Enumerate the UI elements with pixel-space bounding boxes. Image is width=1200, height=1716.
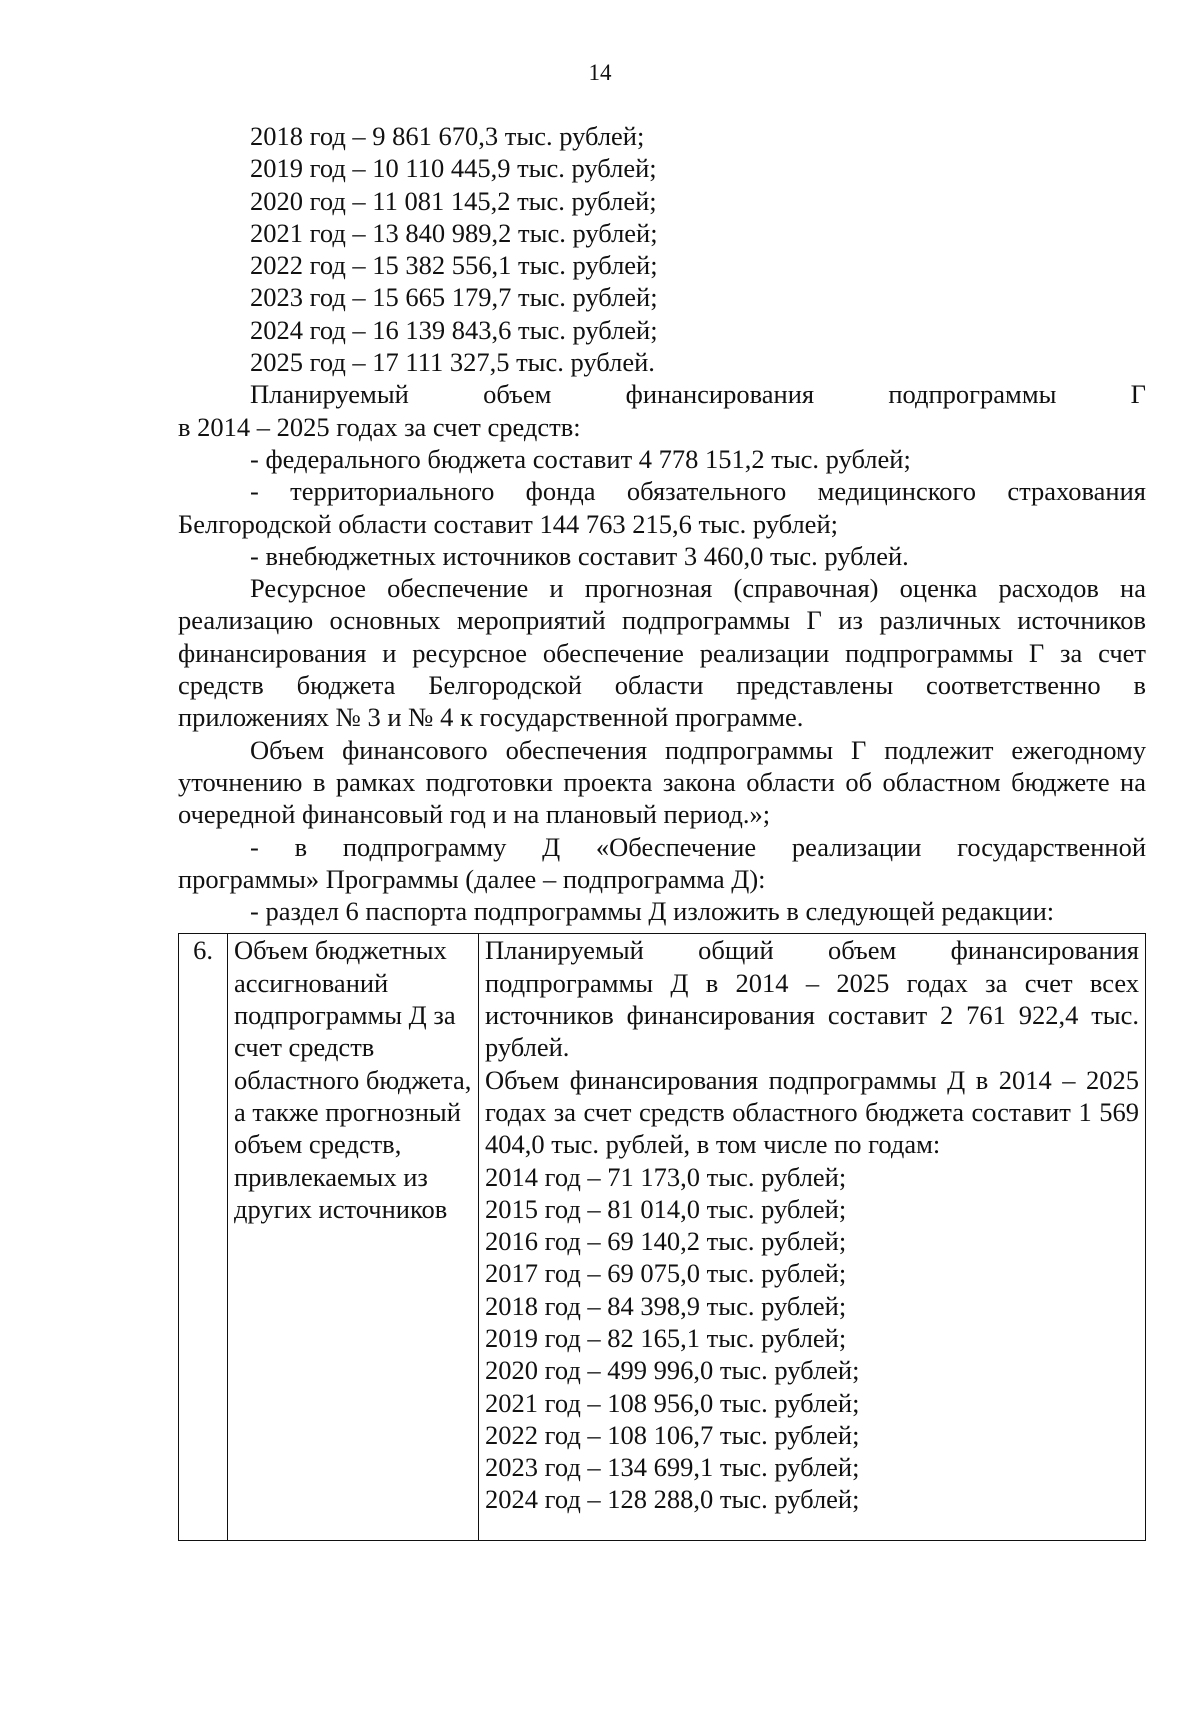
row-number: 6. — [179, 934, 228, 1540]
subprogram-d-line-1: - в подпрограмму Д «Обеспечение реализации государственной — [250, 831, 1146, 862]
year-line: 2021 год – 13 840 989,2 тыс. рублей; — [250, 217, 658, 248]
passport-table — [178, 933, 1146, 1540]
table-year-line: 2015 год – 81 014,0 тыс. рублей; — [485, 1193, 847, 1224]
year-line: 2020 год – 11 081 145,2 тыс. рублей; — [250, 185, 657, 216]
table-year-line: 2014 год – 71 173,0 тыс. рублей; — [485, 1161, 847, 1192]
territorial-fund-line-2: Белгородской области составит 144 763 215,6 тыс. рублей; — [178, 508, 838, 539]
document-body — [178, 120, 1146, 1541]
year-line: 2024 год – 16 139 843,6 тыс. рублей; — [250, 314, 658, 345]
table-year-line: 2016 год – 69 140,2 тыс. рублей; — [485, 1226, 847, 1257]
total-financing-paragraph: Планируемый общий объем финансирования подпрограммы Д в 2014 – 2025 годах за счет всех источников финансирования составит 2 761 922,4 тыс. рублей. — [485, 935, 1139, 1063]
table-year-line: 2017 год – 69 075,0 тыс. рублей; — [485, 1258, 847, 1289]
section-6-line: - раздел 6 паспорта подпрограммы Д изложить в следующей редакции: — [250, 896, 1055, 927]
territorial-fund-line-1: - территориального фонда обязательного медицинского страхования — [250, 476, 1146, 507]
year-line: 2025 год – 17 111 327,5 тыс. рублей. — [250, 347, 655, 378]
table-year-line: 2024 год – 128 288,0 тыс. рублей; — [485, 1484, 860, 1515]
table-year-line: 2021 год – 108 956,0 тыс. рублей; — [485, 1387, 860, 1418]
year-line: 2023 год – 15 665 179,7 тыс. рублей; — [250, 282, 658, 313]
volume-paragraph: Объем финансового обеспечения подпрограммы Г подлежит ежегодному уточнению в рамках подготовки проекта закона области об областном бюджете на очередной финансовый год и на плановый период.»; — [178, 734, 1146, 830]
extrabudget-line: - внебюджетных источников составит 3 460,0 тыс. рублей. — [250, 540, 909, 571]
planned-volume-line-2: в 2014 – 2025 годах за счет средств: — [178, 411, 581, 442]
table-year-line: 2018 год – 84 398,9 тыс. рублей; — [485, 1290, 847, 1321]
row-content — [479, 934, 1146, 1540]
year-line: 2018 год – 9 861 670,3 тыс. рублей; — [250, 121, 645, 151]
year-line: 2022 год – 15 382 556,1 тыс. рублей; — [250, 250, 658, 281]
table-year-line: 2022 год – 108 106,7 тыс. рублей; — [485, 1419, 860, 1450]
resource-paragraph: Ресурсное обеспечение и прогнозная (справочная) оценка расходов на реализацию основных мероприятий подпрограммы Г из различных источников финансирования и ресурсное обеспечение реализации подпрограммы Г за счет средств бюджета Белгородской области представлены соответственно в приложениях № 3 и № 4 к государственной программе. — [178, 573, 1146, 733]
planned-volume-line-1: Планируемый объем финансирования подпрограммы Г — [250, 379, 1146, 410]
year-line: 2019 год – 10 110 445,9 тыс. рублей; — [250, 153, 657, 184]
page-number: 14 — [588, 60, 612, 85]
table-year-line: 2023 год – 134 699,1 тыс. рублей; — [485, 1452, 860, 1483]
table-row — [179, 934, 1146, 1540]
subprogram-d-line-2: программы» Программы (далее – подпрограмма Д): — [178, 863, 766, 894]
table-year-line: 2020 год – 499 996,0 тыс. рублей; — [485, 1355, 860, 1386]
row-label: Объем бюджетных ассигнований подпрограммы Д за счет средств областного бюджета, а также прогнозный объем средств, привлекаемых из других источников — [228, 934, 479, 1540]
regional-financing-paragraph: Объем финансирования подпрограммы Д в 2014 – 2025 годах за счет средств областного бюджета составит 1 569 404,0 тыс. рублей, в том числе по годам: — [485, 1064, 1139, 1160]
table-year-line: 2019 год – 82 165,1 тыс. рублей; — [485, 1322, 847, 1353]
federal-budget-line: - федерального бюджета составит 4 778 151,2 тыс. рублей; — [250, 443, 911, 474]
